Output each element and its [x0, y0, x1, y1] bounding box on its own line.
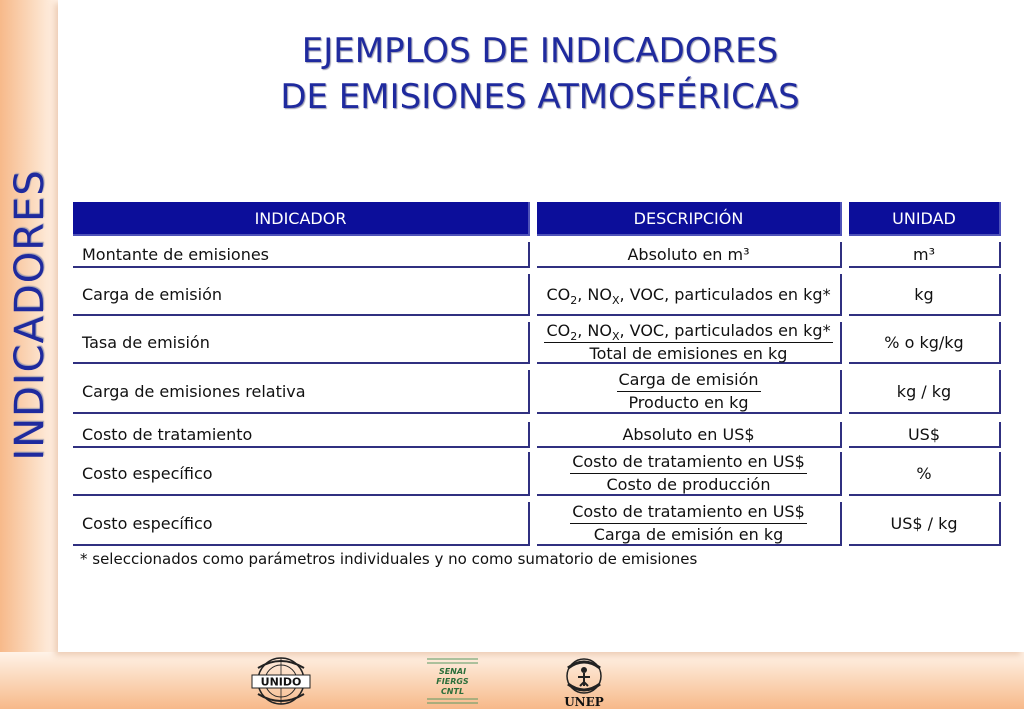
- row-7-indicador: Costo específico: [73, 502, 530, 546]
- row-1-indicador: Montante de emisiones: [73, 242, 530, 268]
- fraction-denominator: Costo de producción: [606, 474, 771, 494]
- formula-text: $CO_2$, $NO_X$, VOC, particulados en kg*: [546, 284, 831, 307]
- fraction: [570, 501, 807, 546]
- slide-title: [190, 28, 890, 120]
- unep-logo: [556, 656, 612, 708]
- un-emblem-icon: [250, 656, 312, 706]
- row-3-unidad: % o kg/kg: [849, 322, 1001, 364]
- senai-stripes-icon: [425, 656, 480, 706]
- senai-fiergs-cntl-logo: [425, 656, 480, 706]
- row-4-unidad: kg / kg: [849, 370, 1001, 414]
- header-descripcion: DESCRIPCIÓN: [537, 202, 842, 236]
- side-title: INDICADORES: [7, 169, 53, 461]
- title-line-1: EJEMPLOS DE INDICADORES: [301, 31, 779, 71]
- svg-text:SENAI: SENAI: [438, 667, 467, 676]
- row-3-indicador: Tasa de emisión: [73, 322, 530, 364]
- fraction-denominator: Total de emisiones en kg: [589, 343, 788, 363]
- footnote: * seleccionados como parámetros individuales y no como sumatorio de emisiones: [80, 550, 698, 568]
- svg-text:UNEP: UNEP: [564, 695, 604, 708]
- fraction: [570, 451, 807, 496]
- row-2-descripcion: [537, 274, 842, 316]
- row-7-descripcion: [537, 502, 842, 546]
- fraction-denominator: Producto en kg: [628, 392, 749, 412]
- title-line-2: DE EMISIONES ATMOSFÉRICAS: [280, 77, 800, 117]
- fraction-numerator: Costo de tratamiento en US$: [570, 451, 807, 474]
- fraction: [544, 320, 832, 365]
- row-1-unidad: m³: [849, 242, 1001, 268]
- row-3-descripcion: [537, 322, 842, 364]
- header-indicador: INDICADOR: [73, 202, 530, 236]
- svg-text:UNIDO: UNIDO: [260, 675, 302, 689]
- row-4-indicador: Carga de emisiones relativa: [73, 370, 530, 414]
- bottom-frame: [0, 652, 1024, 709]
- unido-logo: [250, 656, 312, 706]
- svg-text:CNTL: CNTL: [440, 687, 465, 696]
- row-6-indicador: Costo específico: [73, 452, 530, 496]
- fraction-numerator: Carga de emisión: [617, 369, 761, 392]
- row-5-indicador: Costo de tratamiento: [73, 422, 530, 448]
- row-5-unidad: US$: [849, 422, 1001, 448]
- row-4-descripcion: [537, 370, 842, 414]
- header-unidad: UNIDAD: [849, 202, 1001, 236]
- fraction-numerator: $CO_2$, $NO_X$, VOC, particulados en kg*: [546, 320, 831, 343]
- row-2-indicador: Carga de emisión: [73, 274, 530, 316]
- unep-emblem-icon: [556, 656, 612, 708]
- fraction-numerator: Costo de tratamiento en US$: [570, 501, 807, 524]
- row-6-descripcion: [537, 452, 842, 496]
- svg-text:FIERGS: FIERGS: [436, 677, 469, 686]
- row-7-unidad: US$ / kg: [849, 502, 1001, 546]
- fraction: [617, 369, 761, 414]
- row-6-unidad: %: [849, 452, 1001, 496]
- row-2-unidad: kg: [849, 274, 1001, 316]
- row-5-descripcion: Absoluto en US$: [537, 422, 842, 448]
- fraction-denominator: Carga de emisión en kg: [593, 524, 784, 544]
- row-1-descripcion: Absoluto en m³: [537, 242, 842, 268]
